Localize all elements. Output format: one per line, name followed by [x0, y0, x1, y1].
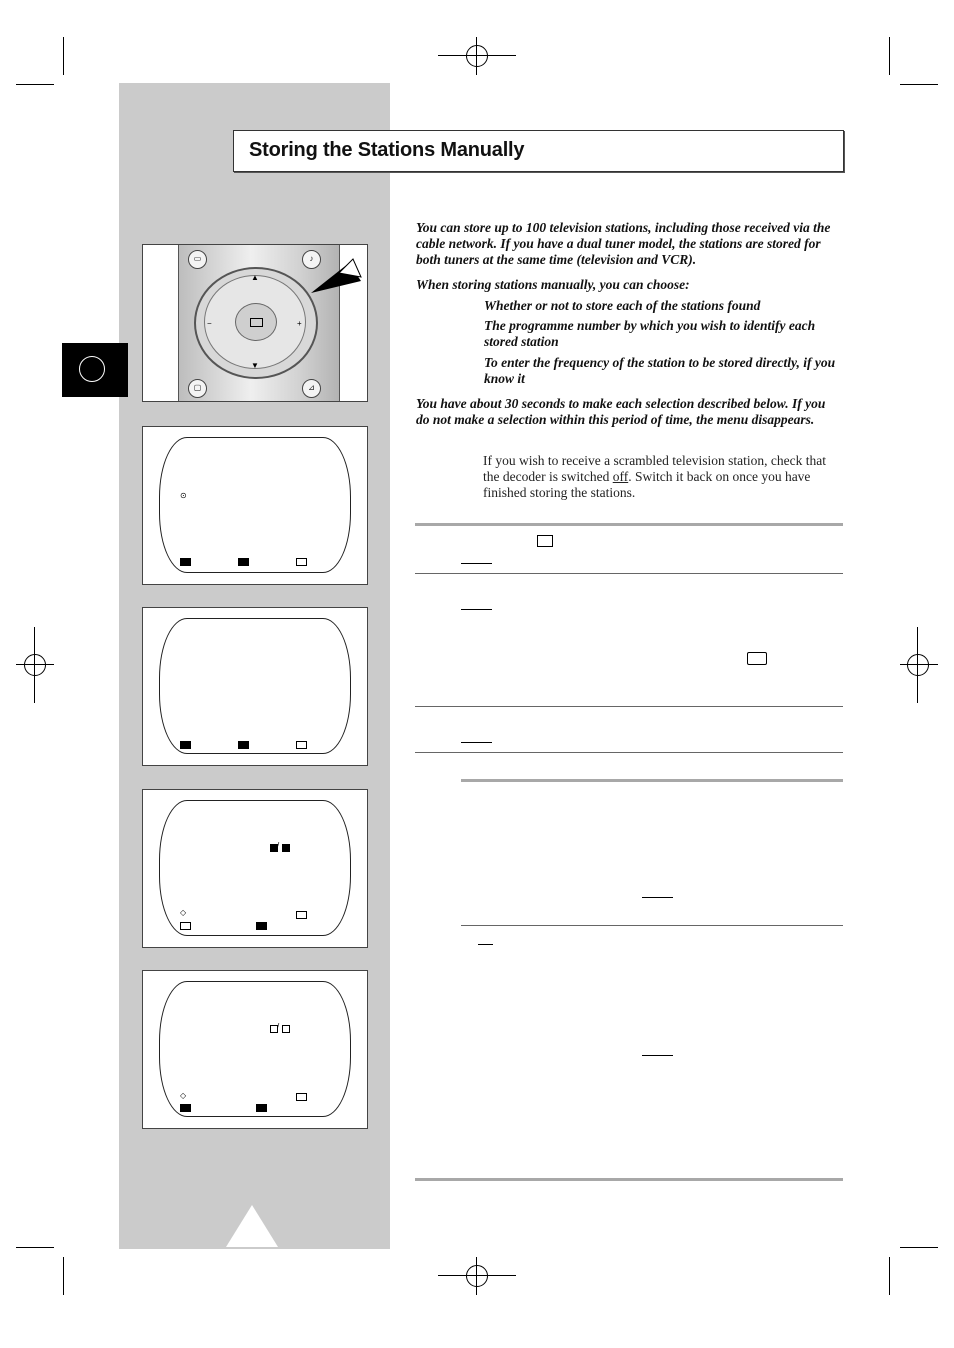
plus-icon: + — [297, 319, 302, 328]
crop-mark — [16, 84, 54, 85]
crop-mark — [900, 84, 938, 85]
diamond-icon: ◇ — [180, 908, 187, 917]
screen-outline — [159, 981, 351, 1117]
crop-mark — [34, 627, 35, 703]
crop-mark — [438, 1275, 516, 1276]
crop-mark — [889, 1257, 890, 1295]
step-divider — [415, 752, 843, 753]
menu-icon — [296, 911, 307, 919]
menu-icon — [296, 558, 307, 566]
tv-screen-1 — [142, 426, 368, 585]
pointer-icon — [309, 255, 365, 295]
crop-mark — [16, 1247, 54, 1248]
crop-mark — [476, 1257, 477, 1295]
underline-mark — [478, 944, 493, 945]
crop-mark — [63, 37, 64, 75]
tv-screen-2 — [142, 607, 368, 766]
underline-mark — [642, 1055, 673, 1056]
crop-mark — [476, 37, 477, 75]
tv-screen-4 — [142, 970, 368, 1129]
menu-icon — [296, 741, 307, 749]
menu-button — [235, 303, 277, 341]
up-down-icon — [238, 741, 249, 749]
slash-separator: / — [277, 841, 280, 850]
section-end-divider — [415, 1178, 843, 1181]
registration-mark-icon — [466, 45, 488, 67]
up-down-icon — [256, 1104, 267, 1112]
menu-icon — [537, 535, 553, 547]
page-title-box — [233, 130, 844, 172]
note-underlined: off — [612, 469, 629, 484]
tv-icon — [747, 652, 767, 665]
minus-plus-icon — [180, 741, 191, 749]
crop-mark — [63, 1257, 64, 1295]
crop-mark — [917, 627, 918, 703]
antenna-icon: ⊿ — [302, 379, 321, 398]
screen-outline — [159, 437, 351, 573]
crop-mark — [16, 664, 54, 665]
option-item: Whether or not to store each of the stations found — [484, 298, 761, 313]
mute-icon: ♪ — [302, 250, 321, 269]
underline-mark — [461, 609, 492, 610]
color-bar-icon: ▭ — [188, 250, 207, 269]
section-divider — [415, 523, 843, 526]
plus-icon — [282, 844, 290, 852]
option-item: To enter the frequency of the station to be stored directly, if you know it — [484, 355, 836, 386]
up-down-icon — [256, 922, 267, 930]
step-divider — [415, 706, 843, 707]
down-arrow-icon: ▼ — [251, 361, 259, 370]
underline-mark — [461, 563, 492, 564]
registration-mark-icon — [466, 1265, 488, 1287]
underline-mark — [642, 897, 673, 898]
intro-choice-heading: When storing stations manually, you can choose: — [416, 277, 690, 292]
menu-icon — [296, 1093, 307, 1101]
minus-plus-icon — [180, 1104, 191, 1112]
registration-mark-icon — [907, 654, 929, 676]
plus-icon — [282, 1025, 290, 1033]
step-divider — [415, 573, 843, 574]
page-title: Storing the Stations Manually — [249, 139, 525, 161]
minus-icon: − — [207, 319, 212, 328]
crop-mark — [900, 664, 938, 665]
crop-mark — [889, 37, 890, 75]
crop-mark — [438, 55, 516, 56]
navigation-ring — [194, 267, 318, 379]
navigation-ring-inner — [204, 275, 306, 369]
up-down-icon — [238, 558, 249, 566]
tv-screen-3 — [142, 789, 368, 948]
chapter-circle-icon — [79, 356, 105, 382]
screen-outline — [159, 618, 351, 754]
timer-icon: ⊙ — [180, 491, 187, 500]
underline-mark — [461, 742, 492, 743]
registration-mark-icon — [24, 654, 46, 676]
subsection-divider — [461, 779, 843, 782]
screen-outline — [159, 800, 351, 936]
intro-paragraph: You can store up to 100 television stations, including those received via the cable network. If you have a dual tuner model, the stations are stored for both tuners at the same time (television and VCR). — [416, 220, 831, 267]
decoder-note — [483, 453, 843, 501]
diamond-icon: ◇ — [180, 1091, 187, 1100]
option-item: The programme number by which you wish to identify each stored station — [484, 318, 816, 349]
note-text-end: . Switch it back on once you have finished storing the stations. — [483, 469, 811, 500]
crop-mark — [900, 1247, 938, 1248]
color-bar-icon — [180, 922, 191, 930]
page-marker-triangle — [226, 1205, 278, 1247]
menu-icon — [250, 318, 263, 327]
chapter-tab — [62, 343, 128, 397]
note-text: If you wish to receive a scrambled television station, check that the decoder is switched — [483, 453, 827, 484]
minus-plus-icon — [180, 558, 191, 566]
timeout-paragraph: You have about 30 seconds to make each selection described below. If you do not make a selection within this period of time, the menu disappears. — [416, 396, 826, 427]
remote-control-illustration — [142, 244, 368, 402]
slash-separator: / — [277, 1022, 280, 1031]
up-arrow-icon: ▲ — [251, 273, 259, 282]
step-divider — [461, 925, 843, 926]
tv-icon: ▢ — [188, 379, 207, 398]
